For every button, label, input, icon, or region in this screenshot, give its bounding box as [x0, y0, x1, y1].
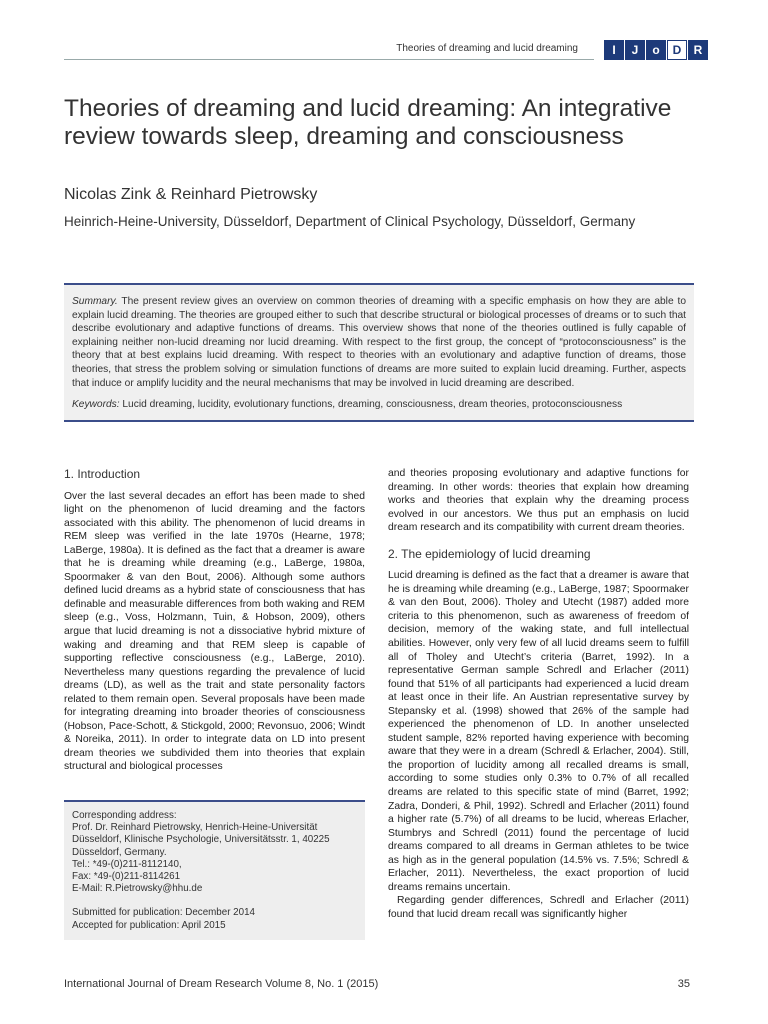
corr-email: E-Mail: R.Pietrowsky@hhu.de	[72, 883, 203, 895]
corr-label: Corresponding address:	[72, 810, 177, 821]
abstract-body: The present review gives an overview on common theories of dreaming with a specific emphasis on how they are able to explain lucid dreaming. The theories are grouped either to such that describe structural or biological processes of dreams or to such that describe evolutionary and adaptive functions of dreams. This overview shows that none of the theories outlined is fully capable of explaining neither non-lucid dreaming nor lucid dreaming. With respect to the first group, the concept of “protoconsciousness” is the theory that at best explains lucid dreaming. With respect to theories with an evolutionary and adaptive function of dreams, those theories, that stress the problem solving or simulation functions of dreams are more suited to explain lucid dreaming. Further, aspects that induce or amplify lucidity and the neural mechanisms that may be involved in lucid dreaming are described.	[72, 296, 686, 389]
intro-paragraph: Over the last several decades an effort has been made to shed light on the phenomenon of lucid dreaming and the factors associated with this ability. The phenomenon of lucid dreams in REM sleep was verified in the late 1970s (Hearne, 1978; LaBerge, 1980a). It is defined as the fact that a dreamer is aware that he is dreaming while dreaming (e.g., LaBerge, 1980a, Spoormaker & van den Bout, 2006). Although some authors defined lucid dreams as a hybrid state of consciousness that has definable and measurable differences from both waking and REM sleep (e.g., Voss, Holzmann, Tuin, & Hobson, 2009), others argue that lucid dreaming is not a dissociative hybrid mixture of waking and dreaming and that REM sleep is capable of supporting reflective consciousness (e.g., LaBerge, 2010). Nevertheless many questions regarding the prevalence of lucid dreams (LD), as well as the trait and state personality factors related to them remain open. Several proposals have been made for integrating dreaming into broader theories of consciousness (Hobson, Pace-Schott, & Stickgold, 2000; Revonsuo, 2006; Windt & Noreika, 2011). In order to integrate data on LD into present dream theories we subdivided them into theories that explain structural and biological processes	[64, 490, 365, 773]
right-column	[388, 467, 689, 922]
header-rule	[64, 59, 594, 60]
corr-fax: Fax: *49-(0)211-8114261	[72, 871, 181, 883]
keywords	[72, 398, 686, 412]
section-heading-epidemiology: 2. The epidemiology of lucid dreaming	[388, 546, 591, 561]
paper-title: Theories of dreaming and lucid dreaming: An integrative review towards sleep, dreaming and consciousness	[64, 95, 672, 150]
abstract-text	[72, 295, 686, 390]
corr-tel: Tel.: *49-(0)211-8112140,	[72, 858, 182, 870]
left-column	[64, 468, 365, 774]
affiliation: Heinrich-Heine-University, Düsseldorf, Department of Clinical Psychology, Düsseldorf, Germany	[64, 214, 636, 229]
logo-letter: D	[667, 40, 687, 60]
authors: Nicolas Zink & Reinhard Pietrowsky	[64, 186, 318, 203]
abstract-box	[64, 283, 694, 422]
keywords-label: Keywords:	[72, 399, 120, 411]
gender-paragraph: Regarding gender differences, Schredl and Erlacher (2011) found that lucid dream recall was significantly higher	[388, 895, 689, 920]
intro-paragraph-continued: and theories proposing evolutionary and adaptive functions for dreaming. In other words: theories that explain how dreaming works and theories that explain why the dreaming process evolved in our ancestors. We thus put an emphasis on lucid dream research and its compatibility with current dream theories.	[388, 468, 689, 534]
corr-address: Düsseldorf, Germany.	[72, 846, 167, 858]
logo-letter: R	[688, 40, 708, 60]
section-heading-introduction: 1. Introduction	[64, 467, 141, 481]
page-number: 35	[677, 978, 690, 990]
footer-journal: International Journal of Dream Research Volume 8, No. 1 (2015)	[64, 978, 379, 990]
logo-letter: I	[604, 40, 624, 60]
running-title: Theories of dreaming and lucid dreaming	[396, 43, 578, 54]
abstract-label: Summary.	[72, 296, 118, 307]
accepted-date: Accepted for publication: April 2015	[72, 919, 226, 931]
epidemiology-paragraph: Lucid dreaming is defined as the fact that a dreamer is aware that he is dreaming while dreaming (e.g., LaBerge, 1987; Spoormaker & van den Bout, 2006). Tholey and Utecht (1987) added more criteria to this phenomenon, such as awareness of freedom of decision, memory of the waking state, and full intellectual abilities. However, only very few of all lucid dreams seem to fulfill all of Tholey and Utecht’s criteria (Barret, 1992). In a representative German sample Schredl and Erlacher (2011) found that 51% of all participants had experienced a lucid dream at least once in their life. An Austrian representative survey by Stepansky et al. (1998) showed that 26% of the sample had experienced the phenomenon of LD. In another unselected student sample, 82% reported having experience with becoming aware that they were in a dream (Schredl & Erlacher, 2004). Still, the proportion of lucidity among all recalled dreams is small, according to some studies only 0.3% to 0.7% of all recalled dreams are related to this specific state of mind (Barret, 1992; Zadra, Donderi, & Phil, 1992). Schredl and Erlacher (2011) found a higher rate (5.7%) of all dreams to be lucid, whereas Erlacher, Stumbrys and Schredl (2011) found the percentage of lucid dreams compared to all dreams in German athletes to be twice as high as in the general population (14.5% vs. 7.5%; Schredl & Erlacher, 2011). Nevertheless, the exact proportion of lucid dreams remains uncertain.	[388, 570, 689, 893]
corr-address: Düsseldorf, Klinische Psychologie, Universitätsstr. 1, 40225	[72, 834, 330, 846]
logo-letter: o	[646, 40, 666, 60]
journal-logo	[604, 40, 709, 60]
corr-name: Prof. Dr. Reinhard Pietrowsky, Henrich-Heine-Universität	[72, 822, 318, 834]
keywords-list: Lucid dreaming, lucidity, evolutionary functions, dreaming, consciousness, dream theories, protoconsciousness	[119, 399, 623, 411]
logo-letter: J	[625, 40, 645, 60]
correspondence-box	[64, 800, 365, 940]
submitted-date: Submitted for publication: December 2014	[72, 907, 255, 919]
